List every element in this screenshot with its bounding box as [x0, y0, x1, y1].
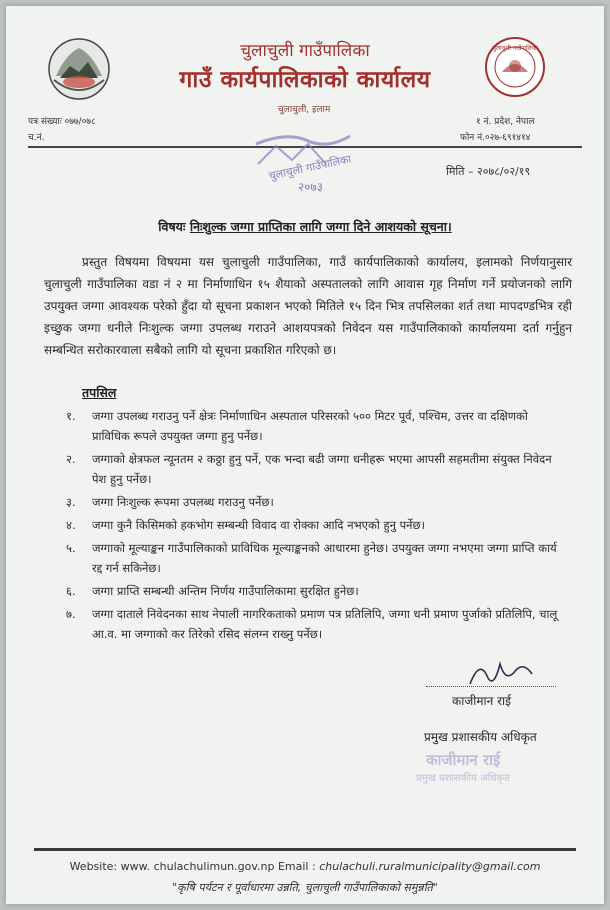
list-item: [66, 449, 566, 489]
list-item: [66, 538, 566, 578]
seal-right-text: चुलाचुली गाउँपालिका: [492, 45, 538, 52]
phone: फोन नं.०२७-६९१४१४: [460, 133, 531, 143]
item-text: जग्गा उपलब्ध गराउनु पर्ने क्षेत्रः निर्माणाधिन अस्पताल परिसरको ५०० मिटर पूर्व, पश्चिम, उत्तर वा दक्षिणको प्राविधिक रूपले उपयुक्त जग्गा हुनु पर्नेछ।: [92, 409, 528, 443]
item-number: ७.: [66, 607, 76, 621]
footer-motto: "कृषि पर्यटन र पूर्वाधारमा उन्नति, चुलाचुली गाउँपालिकाको समुन्नति": [172, 881, 438, 894]
item-text: जग्गा प्राप्ति सम्बन्धी अन्तिम निर्णय गाउँपालिकामा सुरक्षित हुनेछ।: [92, 584, 359, 598]
item-text: जग्गा कुनै किसिमको हकभोग सम्बन्धी विवाद वा रोक्का आदि नभएको हुनु पर्नेछ।: [92, 518, 425, 532]
item-number: ३.: [66, 495, 76, 509]
list-item: [66, 515, 566, 535]
item-number: ६.: [66, 584, 76, 598]
signatory-name: काजीमान राई: [452, 694, 512, 708]
letter-number: पत्र संख्याः ०७७/०७८: [28, 117, 96, 127]
office-name: गाउँ कार्यपालिकाको कार्यालय: [179, 67, 431, 93]
email-address: chulachuli.ruralmunicipality@gmail.com: [319, 860, 541, 873]
location: चुलाचुली, इलाम: [278, 105, 331, 115]
stamp-text: चुलाचुली गाउँपालिका: [267, 152, 353, 183]
item-number: १.: [66, 409, 76, 423]
dispatch-number: च.नं.: [28, 133, 45, 143]
list-item: [66, 604, 566, 644]
signature-stamp-title: प्रमुख प्रशासकीय अधिकृत: [416, 773, 510, 784]
item-number: ५.: [66, 541, 76, 555]
item-text: जग्गा दाताले निवेदनका साथ नेपाली नागरिकताको प्रमाण पत्र प्रतिलिपि, जग्गा धनी प्रमाण पुर्जाको प्रतिलिपि, चालू आ.व. मा जग्गाको कर तिरेको रसिद संलग्न राख्नु पर्नेछ।: [92, 607, 558, 641]
date: मिति – २०७८/०२/१९: [446, 165, 531, 178]
website-label: Website: www. chulachulimun.gov.np Email :: [69, 860, 316, 873]
conditions-list: [66, 406, 566, 647]
province: १ नं. प्रदेश, नेपाल: [476, 117, 535, 127]
list-item: [66, 581, 566, 601]
notice-paper: [6, 6, 604, 904]
list-item: [66, 492, 566, 512]
stamp-year: २०७३: [298, 180, 323, 194]
list-item: [66, 406, 566, 446]
signatory-title: प्रमुख प्रशासकीय अधिकृत: [424, 730, 537, 744]
item-text: जग्गाको मूल्याङ्कन गाउँपालिकाको प्राविधिक मूल्याङ्कनको आधारमा हुनेछ। उपयुक्त जग्गा नभएमा जग्गा प्राप्ति कार्य रद्द गर्न सकिनेछ।: [92, 541, 557, 575]
subject-text: निःशुल्क जग्गा प्राप्तिका लागि जग्गा दिने आशयको सूचना।: [189, 219, 452, 234]
item-text: जग्गा निःशुल्क रूपमा उपलब्ध गराउनु पर्नेछ।: [92, 495, 274, 509]
signature-mark-icon: [466, 654, 536, 690]
municipality-name: चुलाचुली गाउँपालिका: [240, 41, 370, 61]
footer-divider: [34, 848, 576, 851]
subject-label: विषयः: [158, 219, 186, 234]
signature-stamp-name: काजीमान राई: [426, 751, 501, 769]
item-number: ४.: [66, 518, 76, 532]
footer-contact: [6, 860, 604, 873]
body-paragraph: प्रस्तुत विषयमा विषयमा यस चुलाचुली गाउँपालिका, गाउँ कार्यपालिकाको कार्यालय, इलामको निर्णयानुसार चुलाचुली गाउँपालिका वडा नं २ मा निर्माणाधिन १५ शैयाको अस्पतालको लागि आवास गृह निर्माण गर्ने प्रयोजनको लागि उपयुक्त जग्गा आवश्यक परेको हुँदा यो सूचना प्रकाशन भएको मितिले १५ दिन भित्र तपसिलका शर्त तथा मापदण्डभित्र रही इच्छुक जग्गा धनीले निःशुल्क जग्गा उपलब्ध गराउने आशयपत्रको निवेदन यस गाउँपालिकाको कार्यालयमा दर्ता गर्नुहुन सम्बन्धित सरोकारवाला सबैको लागि यो सूचना प्रकाशित गरिएको छ।: [44, 255, 572, 357]
item-number: २.: [66, 452, 76, 466]
tapasil-heading: तपसिल: [82, 385, 117, 400]
subject-line: [6, 218, 604, 235]
item-text: जग्गाको क्षेत्रफल न्यूनतम २ कठ्ठा हुनु पर्ने, एक भन्दा बढी जग्गा धनीहरू भएमा आपसी सहमतीमा संयुक्त निवेदन पेश हुनु पर्नेछ।: [92, 452, 552, 486]
signature-line: [426, 686, 556, 687]
